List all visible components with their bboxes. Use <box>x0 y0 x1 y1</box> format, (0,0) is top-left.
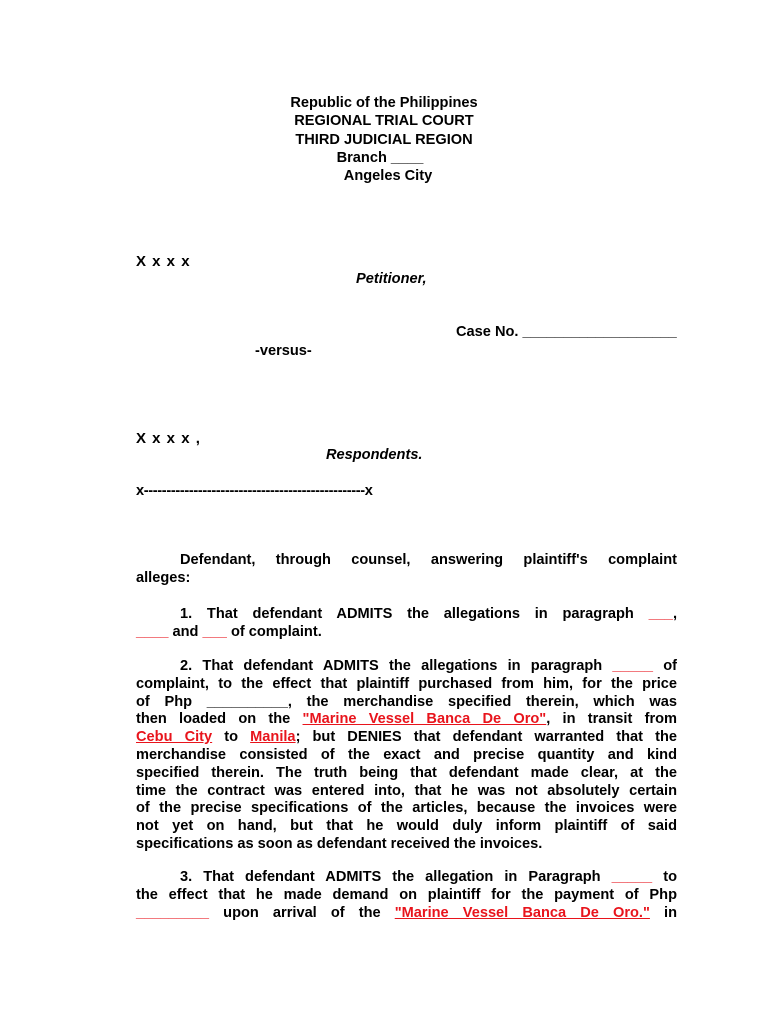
blank-field: _____ <box>612 658 653 674</box>
para2-text: , in transit from <box>546 711 678 728</box>
paragraph-line <box>136 606 677 624</box>
paragraph-line <box>136 658 677 676</box>
blank-field: _________ <box>136 904 210 921</box>
paragraph-line: specified therein. The truth being that defendant made clear, at the <box>136 764 677 781</box>
para1-text: 1. That defendant ADMITS the allegations in paragraph <box>180 606 649 622</box>
para2-text: 2. That defendant ADMITS the allegations in paragraph <box>180 658 613 674</box>
para3-text: in <box>649 904 677 921</box>
para1-text: of complaint. <box>226 623 322 640</box>
blank-field: ____ <box>136 623 169 640</box>
intro-line: alleges: <box>136 569 191 586</box>
paragraph-line <box>136 869 677 887</box>
destination-city-link[interactable]: Manila <box>250 729 296 746</box>
para3-text: upon arrival of the <box>209 904 395 921</box>
origin-city-link[interactable]: Cebu City <box>136 729 213 746</box>
paragraph-line <box>136 905 677 923</box>
respondent-label: Respondents. <box>326 447 423 463</box>
paragraph-3 <box>136 869 677 922</box>
blank-field: ___ <box>648 606 673 622</box>
para2-text: ; but DENIES that defendant warranted that the <box>295 729 678 746</box>
intro-paragraph <box>136 552 677 588</box>
header-republic: Republic of the Philippines <box>290 95 478 111</box>
para1-text: , <box>672 606 677 622</box>
paragraph-line <box>136 729 677 747</box>
paragraph-line: time the contract was entered into, that he was not absolutely certain <box>136 782 677 799</box>
paragraph-line: not yet on hand, but that he would duly inform plaintiff of said <box>136 818 677 835</box>
vessel-name-link[interactable]: "Marine Vessel Banca De Oro" <box>302 711 547 728</box>
para3-text: Php <box>649 886 677 903</box>
petitioner-name: X x x x <box>136 253 191 270</box>
header-branch: Branch ____ <box>336 149 424 166</box>
header-region: THIRD JUDICIAL REGION <box>295 131 473 148</box>
para2-text: then loaded on the <box>136 711 303 728</box>
paragraph-line: merchandise consisted of the exact and precise quantity and kind <box>136 746 677 763</box>
para3-text: to <box>652 869 677 885</box>
paragraph-line <box>136 887 677 905</box>
blank-field: ___ <box>202 623 227 640</box>
para3-text: 3. That defendant ADMITS the allegation in Paragraph <box>180 869 612 885</box>
respondent-name: X x x x , <box>136 430 201 447</box>
caption-separator: x-------------------------------------------------x <box>136 483 373 499</box>
vessel-name-link[interactable]: "Marine Vessel Banca De Oro." <box>394 904 650 921</box>
header-court: REGIONAL TRIAL COURT <box>294 113 474 130</box>
para2-text: to <box>212 729 251 746</box>
para1-text: and <box>168 623 203 640</box>
intro-line: Defendant, through counsel, answering plaintiff's complaint <box>180 552 677 568</box>
paragraph-1 <box>136 606 677 642</box>
versus-label: -versus- <box>255 343 312 359</box>
court-header <box>0 94 768 185</box>
paragraph-line <box>136 624 677 642</box>
paragraph-line: of Php __________, the merchandise specified therein, which was <box>136 693 677 710</box>
paragraph-line <box>136 711 677 729</box>
case-number: Case No. ___________________ <box>456 324 677 340</box>
paragraph-line: specifications as soon as defendant received the invoices. <box>136 835 543 852</box>
para2-text: of <box>652 658 677 674</box>
paragraph-2 <box>136 658 677 854</box>
para3-text: the effect that he made demand on plaintiff for the payment of <box>136 886 650 903</box>
petitioner-label: Petitioner, <box>356 271 427 287</box>
paragraph-line: complaint, to the effect that plaintiff purchased from him, for the price <box>136 675 677 692</box>
header-city: Angeles City <box>343 168 433 185</box>
paragraph-line: of the precise specifications of the articles, because the invoices were <box>136 800 677 817</box>
blank-field: _____ <box>611 869 653 885</box>
